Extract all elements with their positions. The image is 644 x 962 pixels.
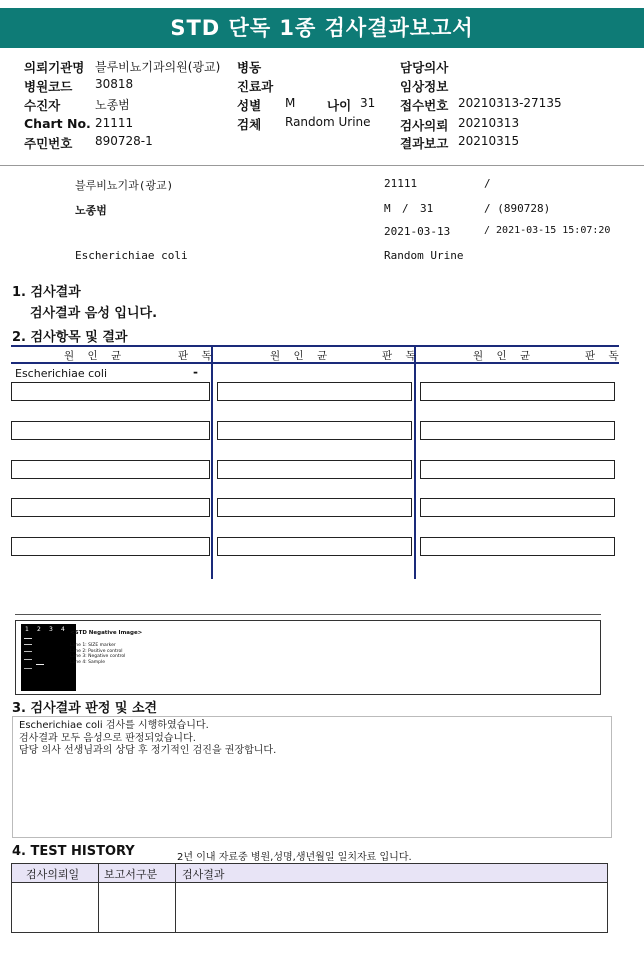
table-top-border bbox=[11, 345, 619, 347]
remark-line: 담당 의사 선생님과의 상담 후 정기적인 검진을 권장합니다. bbox=[19, 745, 277, 756]
summary-name: 노종범 bbox=[75, 204, 107, 217]
summary-sex: M bbox=[384, 202, 391, 215]
gel-image-panel bbox=[15, 620, 601, 695]
history-table bbox=[11, 863, 608, 933]
section3-heading: 3. 검사결과 판정 및 소견 bbox=[12, 701, 158, 716]
history-table-header bbox=[12, 864, 607, 883]
lane-number-4: 4 bbox=[61, 626, 65, 633]
result-cell bbox=[11, 460, 210, 479]
receipt-no-value: 20210313-27135 bbox=[458, 96, 562, 110]
gel-band bbox=[24, 638, 32, 639]
history-col-divider-2 bbox=[175, 864, 176, 932]
history-col-request-date: 검사의뢰일 bbox=[26, 868, 80, 881]
lane-number-3: 3 bbox=[49, 626, 53, 633]
result-cell bbox=[11, 382, 210, 401]
sex-label: 성별 bbox=[237, 98, 262, 113]
request-date-label: 검사의뢰 bbox=[400, 118, 449, 133]
gel-legend-item: Lane 4: Sample bbox=[70, 659, 105, 665]
summary-slash-2: / bbox=[402, 202, 409, 215]
sex-value: M bbox=[285, 96, 296, 110]
gel-image bbox=[21, 624, 76, 691]
summary-chart: 21111 bbox=[384, 177, 418, 190]
section2-heading: 2. 검사항목 및 결과 bbox=[12, 330, 128, 345]
result-cell bbox=[420, 537, 615, 556]
result-cell bbox=[420, 460, 615, 479]
gel-band bbox=[36, 664, 44, 665]
summary-request-date: 2021-03-13 bbox=[384, 225, 451, 238]
header-divider bbox=[0, 165, 644, 166]
section1-heading: 1. 검사결과 bbox=[12, 285, 81, 300]
age-label: 나이 bbox=[327, 98, 352, 113]
gel-title: <STD Negative Image> bbox=[70, 630, 143, 636]
remark-box bbox=[12, 716, 612, 838]
history-col-report-type: 보고서구분 bbox=[104, 868, 158, 881]
gel-band bbox=[24, 644, 32, 645]
patient-value: 노종범 bbox=[95, 98, 130, 112]
history-col-result: 검사결과 bbox=[182, 868, 225, 881]
summary-report-datetime: / 2021-03-15 15:07:20 bbox=[484, 225, 611, 236]
result-cell bbox=[217, 537, 412, 556]
age-value: 31 bbox=[360, 96, 376, 110]
summary-specimen: Random Urine bbox=[384, 249, 464, 262]
summary-age: 31 bbox=[420, 202, 434, 215]
remark-line: 검사결과 모두 음성으로 판정되었습니다. bbox=[19, 732, 196, 744]
patient-label: 수진자 bbox=[24, 98, 61, 113]
result-cell bbox=[11, 537, 210, 556]
hospital-code-label: 병원코드 bbox=[24, 79, 73, 94]
section1-summary: 검사결과 음성 입니다. bbox=[30, 306, 158, 321]
gel-band bbox=[24, 668, 32, 669]
image-divider bbox=[15, 614, 601, 615]
gel-legend-item: Lane 2: Positive control bbox=[70, 648, 123, 654]
table-divider-1 bbox=[211, 345, 213, 579]
col-organism-2: 원 인 균 bbox=[270, 350, 333, 362]
result-row-result: - bbox=[193, 365, 198, 379]
doctor-label: 담당의사 bbox=[400, 60, 449, 75]
summary-hospital: 블루비뇨기과(광교) bbox=[75, 179, 174, 192]
result-cell bbox=[420, 382, 615, 401]
resident-no-value: 890728-1 bbox=[95, 134, 153, 148]
hospital-code-value: 30818 bbox=[95, 77, 134, 91]
ward-label: 병동 bbox=[237, 60, 262, 75]
col-result-1: 판 독 bbox=[178, 350, 217, 362]
gel-band bbox=[24, 651, 32, 652]
chart-no-label: Chart No. bbox=[24, 116, 91, 131]
report-date-value: 20210315 bbox=[458, 134, 520, 148]
receipt-no-label: 접수번호 bbox=[400, 98, 449, 113]
dept-label: 진료과 bbox=[237, 79, 274, 94]
history-col-divider-1 bbox=[98, 864, 99, 932]
report-date-label: 결과보고 bbox=[400, 136, 449, 151]
col-organism-3: 원 인 균 bbox=[473, 350, 536, 362]
lane-number-2: 2 bbox=[37, 626, 41, 633]
table-divider-2 bbox=[414, 345, 416, 579]
chart-no-value: 21111 bbox=[95, 116, 134, 130]
col-result-2: 판 독 bbox=[382, 350, 421, 362]
result-cell bbox=[420, 498, 615, 517]
request-date-value: 20210313 bbox=[458, 116, 520, 130]
summary-birth: / (890728) bbox=[484, 202, 551, 215]
report-title: STD 단독 1종 검사결과보고서 bbox=[0, 8, 644, 48]
clinical-info-label: 임상정보 bbox=[400, 79, 449, 94]
result-cell bbox=[217, 460, 412, 479]
hospital-label: 의뢰기관명 bbox=[24, 60, 85, 75]
remark-line: Escherichiae coli 검사를 시행하였습니다. bbox=[19, 720, 209, 731]
gel-legend-item: Lane 1: SIZE marker bbox=[70, 643, 116, 648]
result-cell bbox=[420, 421, 615, 440]
summary-slash: / bbox=[484, 177, 491, 190]
col-organism-1: 원 인 균 bbox=[64, 350, 127, 362]
gel-band bbox=[24, 659, 32, 660]
history-note: 2년 이내 자료중 병원,성명,생년월일 일치자료 입니다. bbox=[177, 852, 412, 863]
specimen-value: Random Urine bbox=[285, 115, 371, 129]
lane-number-1: 1 bbox=[25, 626, 29, 633]
result-cell bbox=[11, 421, 210, 440]
result-row-organism: Escherichiae coli bbox=[15, 367, 108, 380]
col-result-3: 판 독 bbox=[585, 350, 624, 362]
result-cell bbox=[217, 382, 412, 401]
section4-heading: 4. TEST HISTORY bbox=[12, 844, 135, 859]
result-cell bbox=[217, 498, 412, 517]
gel-legend-item: Lane 3: Negative control bbox=[70, 654, 126, 659]
summary-organism: Escherichiae coli bbox=[75, 249, 188, 262]
hospital-value: 블루비뇨기과의원(광교) bbox=[95, 60, 221, 74]
result-cell bbox=[217, 421, 412, 440]
result-cell bbox=[11, 498, 210, 517]
specimen-label: 검체 bbox=[237, 117, 262, 132]
resident-no-label: 주민번호 bbox=[24, 136, 73, 151]
gel-legend bbox=[70, 643, 125, 665]
